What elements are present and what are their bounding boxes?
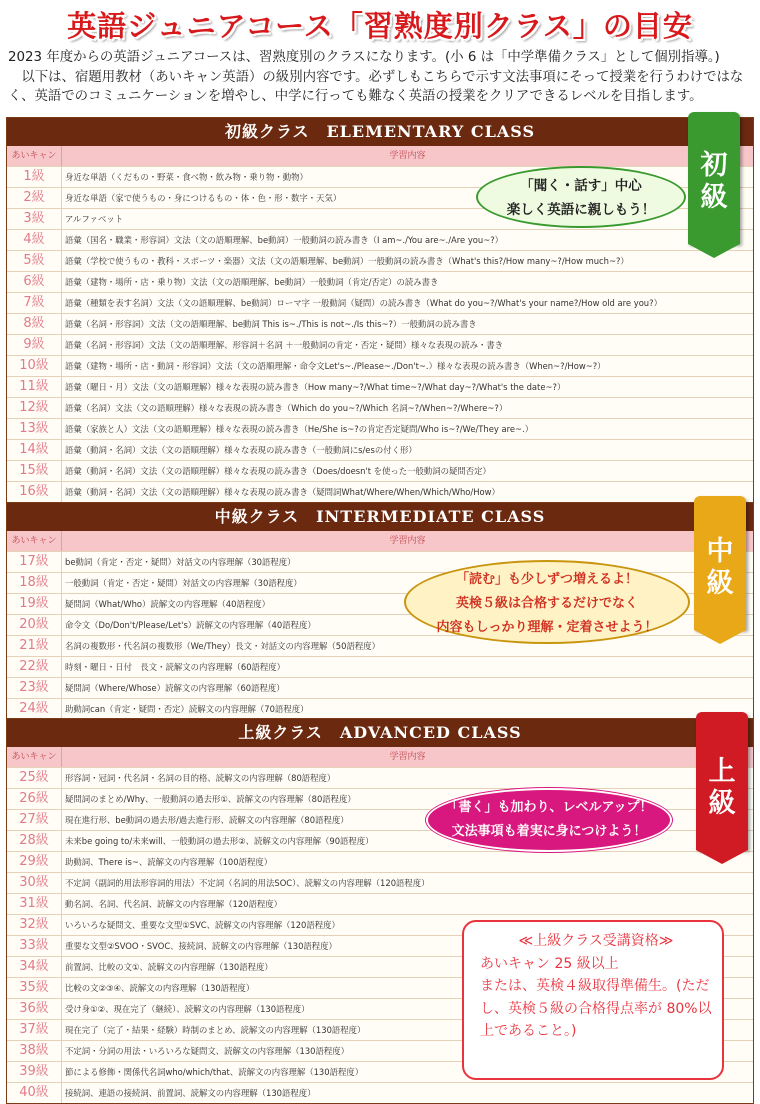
advanced-ribbon	[696, 712, 748, 850]
table-row	[7, 481, 753, 502]
level-cell: 30級	[7, 873, 62, 893]
ribbon-label: 中級	[706, 536, 734, 599]
advanced-bubble	[426, 788, 672, 852]
content-cell: 語彙（学校で使うもの・教科・スポーツ・楽器）文法（文の語順理解、be動詞）一般動詞の読み書き（What's this?/How many~?/How much~?）	[65, 256, 629, 266]
table-row	[7, 292, 753, 313]
level-cell: 29級	[7, 852, 62, 872]
level-cell: 38級	[7, 1041, 62, 1061]
level-cell: 8級	[7, 314, 62, 334]
column-header	[7, 146, 753, 166]
intro-paragraph: 以下は、宿題用教材（あいキャン英語）の級別内容です。必ずしもこちらで示す文法事項にそって授業を行うわけではなく、英語でのコミュニケーションを増やし、中学に行っても難なく英語の授業をクリアできるレベルを目指します。	[8, 69, 744, 104]
content-cell: 重要な文型②SVOO・SVOC、接続詞、読解文の内容理解（130語程度）	[65, 941, 337, 951]
content-cell: 語彙（曜日・月）文法（文の語順理解）様々な表現の読み書き（How many~?/What time~?/What day~?/What's the date~?）	[65, 382, 566, 392]
intermediate-bubble	[404, 560, 690, 644]
bubble-line: 英検５級は合格するだけでなく	[455, 596, 638, 611]
content-cell: 身近な単語（家で使うもの・身につけるもの・体・色・形・数字・天気）	[65, 193, 342, 203]
table-row	[7, 767, 753, 788]
content-cell: いろいろな疑問文、重要な文型①SVC、読解文の内容理解（120語程度）	[65, 920, 340, 930]
table-row	[7, 397, 753, 418]
table-row	[7, 418, 753, 439]
level-cell: 32級	[7, 915, 62, 935]
level-cell: 9級	[7, 335, 62, 355]
table-row	[7, 439, 753, 460]
content-cell: 疑問詞（What/Who）読解文の内容理解（40語程度）	[65, 599, 270, 609]
table-row	[7, 376, 753, 397]
content-cell: 語彙（建物・場所・店・乗り物）文法（文の語順理解、be動詞）一般動詞（肯定/否定）の読み書き	[65, 277, 439, 287]
level-cell: 7級	[7, 293, 62, 313]
level-cell: 31級	[7, 894, 62, 914]
content-cell: 受け身①②、現在完了（継続）、読解文の内容理解（130語程度）	[65, 1004, 310, 1014]
content-cell: 語彙（名詞）文法（文の語順理解）様々な表現の読み書き（Which do you~?/Which 名詞~?/When~?/Where~?）	[65, 403, 508, 413]
table-row	[7, 250, 753, 271]
content-cell: 時刻・曜日・日付 長文・読解文の内容理解（60語程度）	[65, 662, 286, 672]
bubble-line: 「聞く・話す」中心	[520, 178, 642, 194]
intro-paragraph: 2023 年度からの英語ジュニアコースは、習熟度別のクラスになります。(小 6 は「中学準備クラス」として個別指導。)	[8, 50, 720, 65]
qualification-title: ≪上級クラス受講資格≫	[518, 933, 674, 949]
level-cell: 11級	[7, 377, 62, 397]
column-header	[7, 531, 753, 551]
intro-text	[8, 48, 756, 107]
table-row	[7, 334, 753, 355]
content-cell: 命令文（Do/Don't/Please/Let's）読解文の内容理解（40語程度）	[65, 620, 316, 630]
level-cell: 28級	[7, 831, 62, 851]
level-cell: 5級	[7, 251, 62, 271]
level-cell: 16級	[7, 482, 62, 502]
qualification-line: または、英検４級取得準備生。(ただし、英検５級の合格得点率が 80%以上であること。)	[480, 978, 712, 1039]
level-cell: 13級	[7, 419, 62, 439]
level-cell: 14級	[7, 440, 62, 460]
content-cell: 動名詞、名詞、代名詞、読解文の内容理解（120語程度）	[65, 899, 282, 909]
level-cell: 6級	[7, 272, 62, 292]
content-cell: 接続詞、連語の接続詞、前置詞、読解文の内容理解（130語程度）	[65, 1088, 316, 1098]
content-cell: 現在完了（完了・結果・経験）時制のまとめ、読解文の内容理解（130語程度）	[65, 1025, 366, 1035]
table-row	[7, 677, 753, 698]
level-cell: 39級	[7, 1062, 62, 1082]
advanced-qualification-box	[462, 920, 724, 1080]
content-cell: 語彙（種類を表す名詞）文法（文の語順理解、be動詞）ローマ字 一般動詞（疑問）の読み書き（What do you~?/What's your name?/How old are you?）	[65, 298, 662, 308]
table-row	[7, 698, 753, 719]
level-cell: 19級	[7, 594, 62, 614]
level-cell: 3級	[7, 209, 62, 229]
level-cell: 4級	[7, 230, 62, 250]
content-cell: 未来be going to/未来will、一般動詞の過去形②、読解文の内容理解（90語程度）	[65, 836, 374, 846]
section-heading: 初級クラス ELEMENTARY CLASS	[7, 118, 753, 146]
level-cell: 17級	[7, 552, 62, 572]
ribbon-label: 上級	[708, 756, 736, 819]
content-cell: 不定詞・分詞の用法・いろいろな疑問文、読解文の内容理解（130語程度）	[65, 1046, 349, 1056]
content-cell: 語彙（名詞・形容詞）文法（文の語順理解、形容詞＋名詞 ＋一般動詞の肯定・否定・疑問）様々な表現の読み・書き	[65, 340, 504, 350]
table-row	[7, 656, 753, 677]
ribbon-label: 初級	[700, 150, 728, 213]
bubble-line: 楽しく英語に親しもう！	[506, 202, 656, 218]
level-cell: 33級	[7, 936, 62, 956]
content-column-header: 学習内容	[389, 536, 426, 546]
level-cell: 35級	[7, 978, 62, 998]
table-row	[7, 872, 753, 893]
content-cell: 語彙（国名・職業・形容詞）文法（文の語順理解、be動詞）一般動詞の読み書き（I am~./You are~./Are you~?）	[65, 235, 504, 245]
content-cell: 語彙（建物・場所・店・動詞・形容詞）文法（文の語順理解・命令文Let's~./Please~./Don't~.）様々な表現の読み書き（When~?/How~?）	[65, 361, 606, 371]
content-cell: 語彙（家族と人）文法（文の語順理解）様々な表現の読み書き（He/She is~?の肯定否定疑問/Who is~?/We/They are~.）	[65, 424, 534, 434]
level-cell: 34級	[7, 957, 62, 977]
content-cell: 節による修飾・関係代名詞who/which/that、読解文の内容理解（130語程度）	[65, 1067, 364, 1077]
content-cell: 前置詞、比較の文①、読解文の内容理解（130語程度）	[65, 962, 273, 972]
bubble-line: 文法事項も着実に身につけよう！	[451, 824, 647, 839]
section-heading: 上級クラス ADVANCED CLASS	[7, 719, 753, 747]
level-column-header: あいキャン	[7, 531, 62, 551]
level-cell: 40級	[7, 1083, 62, 1103]
table-row	[7, 313, 753, 334]
level-cell: 18級	[7, 573, 62, 593]
content-cell: 現在進行形、be動詞の過去形/過去進行形、読解文の内容理解（80語程度）	[65, 815, 349, 825]
content-cell: アルファベット	[65, 214, 124, 224]
bubble-line: 内容もしっかり理解・定着させよう！	[436, 620, 658, 635]
content-cell: 助動詞、There is~、読解文の内容理解（100語程度）	[65, 857, 273, 867]
level-column-header: あいキャン	[7, 747, 62, 767]
level-cell: 27級	[7, 810, 62, 830]
level-cell: 36級	[7, 999, 62, 1019]
intermediate-ribbon	[694, 496, 746, 630]
table-row	[7, 1082, 753, 1103]
level-cell: 21級	[7, 636, 62, 656]
elementary-ribbon	[688, 112, 740, 244]
content-cell: 一般動詞（肯定・否定・疑問）対話文の内容理解（30語程度）	[65, 578, 302, 588]
level-cell: 20級	[7, 615, 62, 635]
table-row	[7, 851, 753, 872]
content-cell: 疑問詞（Where/Whose）読解文の内容理解（60語程度）	[65, 683, 285, 693]
page-title: 英語ジュニアコース「習熟度別クラス」の目安	[67, 9, 693, 43]
content-cell: 不定詞（副詞的用法形容詞的用法）不定詞（名詞的用法SOC）、読解文の内容理解（120語程度）	[65, 878, 430, 888]
table-row	[7, 271, 753, 292]
table-row	[7, 355, 753, 376]
level-cell: 23級	[7, 678, 62, 698]
content-cell: 語彙（名詞・形容詞）文法（文の語順理解、be動詞 This is~./This is not~./Is this~?）一般動詞の読み書き	[65, 319, 477, 329]
elementary-bubble	[476, 166, 686, 228]
bubble-line: 「読む」も少しずつ増えるよ！	[455, 572, 638, 587]
level-cell: 10級	[7, 356, 62, 376]
content-cell: 語彙（動詞・名詞）文法（文の語順理解）様々な表現の読み書き（疑問詞What/Where/When/Which/Who/How）	[65, 487, 500, 497]
content-cell: 語彙（動詞・名詞）文法（文の語順理解）様々な表現の読み書き（一般動詞にs/esの付く形）	[65, 445, 417, 455]
level-cell: 37級	[7, 1020, 62, 1040]
column-header	[7, 747, 753, 767]
level-cell: 2級	[7, 188, 62, 208]
content-column-header: 学習内容	[389, 151, 426, 161]
table-row	[7, 460, 753, 481]
level-cell: 24級	[7, 699, 62, 719]
section-heading: 中級クラス INTERMEDIATE CLASS	[7, 503, 753, 531]
content-cell: 形容詞・冠詞・代名詞・名詞の目的格、読解文の内容理解（80語程度）	[65, 773, 336, 783]
qualification-line: あいキャン 25 級以上	[480, 955, 619, 972]
content-cell: be動詞（肯定・否定・疑問）対話文の内容理解（30語程度）	[65, 557, 296, 567]
content-cell: 名詞の複数形・代名詞の複数形（We/They）長文・対話文の内容理解（50語程度）	[65, 641, 380, 651]
table-row	[7, 893, 753, 914]
bubble-line: 「書く」も加わり、レベルアップ！	[445, 800, 653, 815]
content-cell: 比較の文②③④、読解文の内容理解（130語程度）	[65, 983, 255, 993]
table-row	[7, 229, 753, 250]
level-cell: 15級	[7, 461, 62, 481]
level-cell: 12級	[7, 398, 62, 418]
content-column-header: 学習内容	[389, 752, 426, 762]
level-cell: 26級	[7, 789, 62, 809]
level-cell: 1級	[7, 167, 62, 187]
content-cell: 身近な単語（くだもの・野菜・食べ物・飲み物・乗り物・動物）	[65, 172, 308, 182]
level-cell: 25級	[7, 768, 62, 788]
content-cell: 助動詞can（肯定・疑問・否定）読解文の内容理解（70語程度）	[65, 704, 309, 714]
level-cell: 22級	[7, 657, 62, 677]
content-cell: 疑問詞のまとめ/Why、一般動詞の過去形①、読解文の内容理解（80語程度）	[65, 794, 356, 804]
content-cell: 語彙（動詞・名詞）文法（文の語順理解）様々な表現の読み書き（Does/doesn't を使った一般動詞の疑問否定）	[65, 466, 491, 476]
level-column-header: あいキャン	[7, 146, 62, 166]
